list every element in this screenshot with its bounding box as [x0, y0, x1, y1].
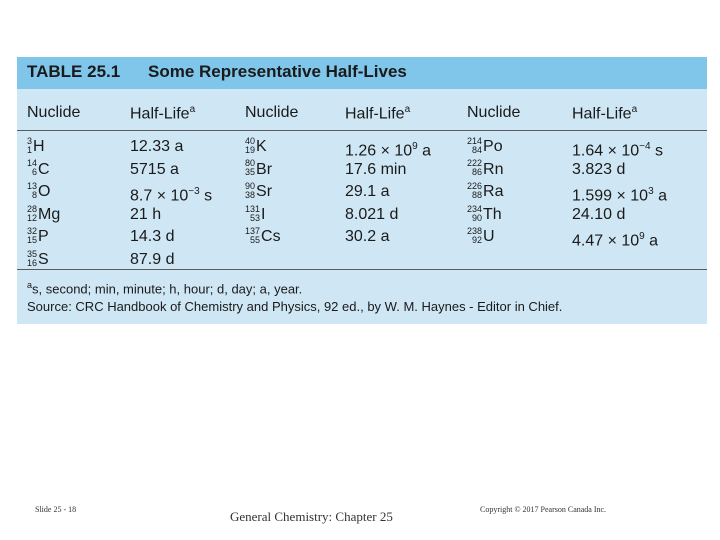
- half-lives-table: [17, 57, 707, 324]
- nuclide-cell: [245, 137, 267, 157]
- mass-number: 234: [467, 203, 483, 214]
- mass-number: 90: [245, 180, 256, 191]
- mass-number: 222: [467, 158, 483, 169]
- column-header-half-life-3: Half-Life$^a$: [572, 104, 638, 123]
- mass-number: 3: [27, 135, 33, 146]
- half-life-cell: 21 h: [130, 205, 162, 223]
- nuclide-cell: [245, 182, 272, 202]
- footer-divider: [17, 269, 707, 270]
- footer-title: General Chemistry: Chapter 25: [230, 509, 393, 524]
- atomic-number: 92: [472, 235, 483, 246]
- half-life-cell: $1.599 \times 10^3$ a: [572, 186, 667, 205]
- element-symbol: K: [256, 138, 267, 155]
- nuclide-cell: [27, 160, 50, 180]
- header-divider: [17, 130, 707, 131]
- atomic-number: 12: [27, 212, 38, 223]
- mass-number: 13: [27, 180, 38, 191]
- half-life-cell: $1.26 \times 10^9$ a: [345, 141, 432, 160]
- column-header-half-life-2: Half-Life$^a$: [345, 104, 411, 123]
- element-symbol: Po: [483, 138, 503, 155]
- column-header-half-life-1: Half-Life$^a$: [130, 104, 196, 123]
- table-title-bar: [17, 57, 707, 89]
- element-symbol: Cs: [261, 228, 281, 246]
- half-life-cell: $1.64 \times 10^{-4}$ s: [572, 141, 664, 160]
- nuclide-cell: [467, 182, 503, 202]
- element-symbol: S: [38, 251, 49, 268]
- atomic-number: 16: [27, 257, 38, 268]
- half-life-cell: 3.823 d: [572, 160, 626, 178]
- element-symbol: Th: [483, 205, 502, 223]
- element-symbol: Sr: [256, 183, 273, 201]
- mass-number: 214: [467, 135, 483, 146]
- nuclide-cell: [467, 137, 503, 157]
- element-symbol: H: [33, 138, 45, 155]
- element-symbol: Br: [256, 160, 273, 178]
- mass-number: 238: [467, 226, 483, 237]
- mass-number: 14: [27, 158, 38, 169]
- element-symbol: Rn: [483, 160, 504, 178]
- slide-number: Slide 25 - 18: [35, 505, 77, 514]
- mass-number: 226: [467, 180, 483, 191]
- atomic-number: 6: [32, 167, 38, 178]
- atomic-number: 55: [250, 235, 261, 246]
- half-life-cell: 24.10 d: [572, 205, 626, 223]
- table-number: TABLE 25.1: [27, 62, 121, 81]
- nuclide-cell: [27, 182, 50, 202]
- nuclide-cell: [245, 160, 272, 180]
- nuclide-cell: [27, 205, 60, 225]
- element-symbol: Mg: [38, 205, 61, 223]
- atomic-number: 88: [472, 189, 483, 200]
- half-life-cell: 87.9 d: [130, 251, 175, 268]
- half-life-cell: 17.6 min: [345, 160, 407, 178]
- atomic-number: 15: [27, 235, 38, 246]
- mass-number: 28: [27, 203, 38, 214]
- half-life-cell: $4.47 \times 10^9$ a: [572, 231, 659, 250]
- mass-number: 40: [245, 135, 256, 146]
- mass-number: 131: [245, 203, 261, 214]
- nuclide-cell: [27, 227, 49, 247]
- half-life-cell: 30.2 a: [345, 228, 390, 246]
- footer-copyright: Copyright © 2017 Pearson Canada Inc.: [480, 505, 607, 514]
- element-symbol: P: [38, 228, 49, 246]
- atomic-number: 19: [245, 144, 256, 155]
- atomic-number: 90: [472, 212, 483, 223]
- element-symbol: C: [38, 160, 50, 178]
- atomic-number: 8: [32, 189, 38, 200]
- element-symbol: I: [261, 205, 266, 223]
- table-footnote: $^a$s, second; min, minute; h, hour; d, day; a, year.: [27, 280, 303, 297]
- atomic-number: 86: [472, 167, 483, 178]
- mass-number: 137: [245, 226, 261, 237]
- atomic-number: 38: [245, 189, 256, 200]
- nuclide-cell: [467, 227, 495, 247]
- atomic-number: 1: [27, 144, 33, 155]
- half-life-cell: 5715 a: [130, 160, 179, 178]
- column-header-nuclide-2: Nuclide: [245, 104, 299, 121]
- nuclide-cell: [27, 250, 49, 270]
- nuclide-cell: [27, 137, 45, 157]
- nuclide-cell: [245, 227, 281, 247]
- half-life-cell: 14.3 d: [130, 228, 175, 246]
- table-title: Some Representative Half-Lives: [148, 62, 407, 81]
- nuclide-cell: [467, 160, 503, 180]
- half-life-cell: 8.021 d: [345, 205, 399, 223]
- column-header-nuclide-1: Nuclide: [27, 104, 81, 121]
- atomic-number: 84: [472, 144, 483, 155]
- half-life-cell: 29.1 a: [345, 183, 390, 201]
- element-symbol: O: [38, 183, 51, 201]
- atomic-number: 53: [250, 212, 261, 223]
- column-header-nuclide-3: Nuclide: [467, 104, 521, 121]
- mass-number: 32: [27, 226, 38, 237]
- element-symbol: Ra: [483, 183, 504, 201]
- table-source: Source: CRC Handbook of Chemistry and Physics, 92 ed., by W. M. Haynes - Editor in Chief.: [27, 299, 563, 314]
- element-symbol: U: [483, 228, 495, 246]
- nuclide-cell: [245, 205, 265, 225]
- half-life-cell: $8.7 \times 10^{-3}$ s: [130, 186, 213, 205]
- mass-number: 80: [245, 158, 256, 169]
- atomic-number: 35: [245, 167, 256, 178]
- mass-number: 35: [27, 248, 38, 259]
- nuclide-cell: [467, 205, 502, 225]
- half-life-cell: 12.33 a: [130, 138, 184, 155]
